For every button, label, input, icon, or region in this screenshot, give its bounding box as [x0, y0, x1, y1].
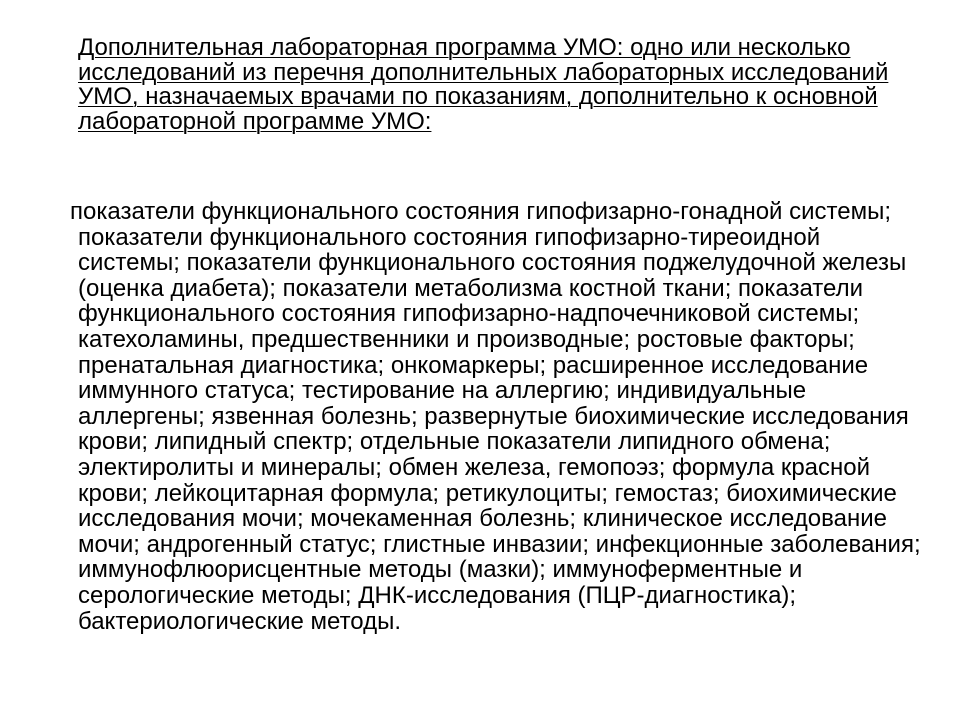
slide-heading: Дополнительная лабораторная программа УМО: одно или несколько исследований из перечня дополнительных лабораторных исследований УМО, назначаемых врачами по показаниям, дополнительно к основной лабораторной программе УМО:	[78, 34, 889, 135]
slide-body-text: показатели функционального состояния гипофизарно-гонадной системы; показатели функционального состояния гипофизарно-тиреоидной системы; показатели функционального состояния поджелудочной железы (оценка диабета); показатели метаболизма костной ткани; показатели функционального состояния гипофизарно-надпочечниковой системы; катехоламины, предшественники и производные; ростовые факторы; пренатальная диагностика; онкомаркеры; расширенное исследование иммунного статуса; тестирование на аллергию; индивидуальные аллергены; язвенная болезнь; развернутые биохимические исследования крови; липидный спектр; отдельные показатели липидного обмена; электиролиты и минералы; обмен железа, гемопоэз; формула красной крови; лейкоцитарная формула; ретикулоциты; гемостаз; биохимические исследования мочи; мочекаменная болезнь; клиническое исследование мочи; андрогенный статус; глистные инвазии; инфекционные заболевания; иммунофлюорисцентные методы (мазки); иммуноферментные и серологические методы; ДНК-исследования (ПЦР-диагностика); бактериологические методы.	[70, 198, 921, 635]
